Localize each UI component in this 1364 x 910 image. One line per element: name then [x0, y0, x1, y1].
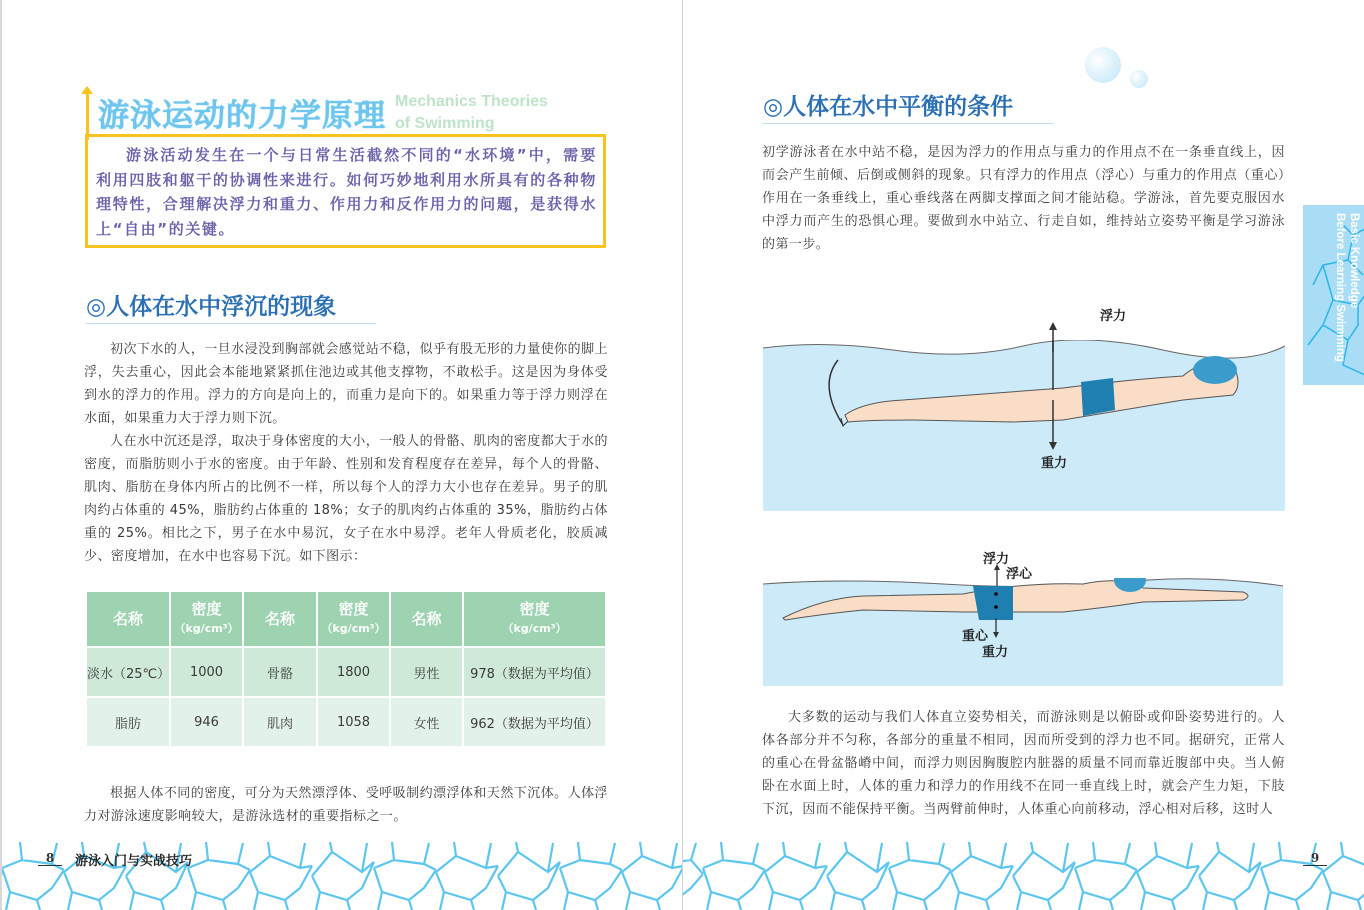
side-tab-line2: Before Learning Swimming [1334, 213, 1346, 362]
honeycomb-footer-decoration [683, 840, 1364, 910]
table-header: 密度 （kg/cm³） [317, 591, 390, 647]
table-cell: 脂肪 [86, 697, 170, 747]
table-cell: 骨骼 [243, 647, 317, 697]
buoyancy-arrow [992, 564, 1002, 586]
table-cell: 1800 [317, 647, 390, 697]
bubble-decoration [1130, 70, 1148, 88]
table-cell: 1000 [170, 647, 243, 697]
buoyancy-arrow [1043, 322, 1063, 352]
side-tab [1303, 205, 1364, 385]
paragraph: 初次下水的人，一旦水浸没到胸部就会感觉站不稳，似乎有股无形的力量使你的脚上浮，失去重心，因此会本能地紧紧抓住池边或其他支撑物，不敢松手。这是因为身体受到水的浮力的作用。浮力的方向是向上的，而重力是向下的。如果重力等于浮力则浮在水面，如果重力大于浮力则下沉。 [84, 342, 608, 426]
chapter-title-en-line1: Mechanics Theories [395, 93, 548, 110]
table-header: 密度 （kg/cm³） [463, 591, 606, 647]
swimmer-illustration [763, 340, 1285, 511]
label-buoyancy: 浮力 [1100, 309, 1127, 324]
intro-box [85, 134, 606, 248]
arrow-up-icon [81, 86, 93, 94]
table-row [86, 697, 606, 747]
paragraph: 初学游泳者在水中站不稳，是因为浮力的作用点与重力的作用点不在一条垂直线上，因而会产生前倾、后倒或侧斜的现象。只有浮力的作用点（浮心）与重力的作用点（重心）作用在一条垂线上，重心垂线落在两脚支撑面之间才能站稳。学游泳，首先要克服因水中浮力而产生的恐惧心理。要做到水中站立、行走自如，维持站立姿势平衡是学习游泳的第一步。 [762, 145, 1285, 252]
table-cell: 淡水（25℃） [86, 647, 170, 697]
label-center-of-buoyancy: 浮心 [1006, 567, 1033, 582]
closing-text [84, 782, 608, 828]
center-of-buoyancy-dot [994, 592, 998, 596]
figure-floating-swimmer [763, 340, 1285, 511]
table-row [86, 647, 606, 697]
label-buoyancy: 浮力 [983, 552, 1010, 567]
paragraph: 根据人体不同的密度，可分为天然漂浮体、受呼吸制约漂浮体和天然下沉体。人体浮力对游泳速度影响较大，是游泳选材的重要指标之一。 [84, 786, 608, 824]
table-cell: 946 [170, 697, 243, 747]
table-header-row [86, 591, 606, 647]
table-cell: 女性 [390, 697, 463, 747]
chapter-title-en-line2: of Swimming [395, 115, 495, 132]
side-tab-line1: Basic Knowledge [1348, 213, 1360, 309]
density-table [85, 590, 607, 748]
table-header: 名称 [86, 591, 170, 647]
table-cell: 男性 [390, 647, 463, 697]
body-text-floating [84, 338, 608, 568]
title-accent-bar [86, 88, 89, 140]
label-gravity: 重力 [1041, 456, 1068, 471]
intro-text: 游泳活动发生在一个与日常生活截然不同的“水环境”中，需要利用四肢和躯干的协调性来进行。如何巧妙地利用水所具有的各种物理特性，合理解决浮力和重力、作用力和反作用力的问题，是获得水上“自由”的关键。 [96, 146, 597, 238]
book-title: 游泳入门与实战技巧 [75, 854, 193, 869]
page-number: 9 [1303, 851, 1327, 866]
side-tab-text [1333, 213, 1361, 362]
chapter-title: 游泳运动的力学原理 [98, 98, 386, 134]
swimmer-illustration [763, 578, 1283, 686]
chapter-title-en [395, 91, 548, 135]
section-title-floating: ◎人体在水中浮沉的现象 [86, 288, 376, 324]
right-page [682, 0, 1364, 910]
label-gravity: 重力 [982, 645, 1009, 660]
table-header: 名称 [390, 591, 463, 647]
center-of-gravity-dot [994, 605, 998, 609]
bubble-decoration [1085, 47, 1121, 83]
table-cell: 978（数据为平均值） [463, 647, 606, 697]
rotation-arrow [829, 360, 843, 425]
table-header: 名称 [243, 591, 317, 647]
figure-balanced-swimmer [763, 578, 1283, 686]
label-center-of-gravity: 重心 [962, 629, 989, 644]
page-number: 8 [38, 851, 62, 866]
table-cell: 肌肉 [243, 697, 317, 747]
paragraph: 大多数的运动与我们人体直立姿势相关，而游泳则是以俯卧或仰卧姿势进行的。人体各部分并不匀称，各部分的重量不相同，因而所受到的浮力也不同。据研究，正常人的重心在骨盆骼嵴中间，而浮力则因胸腹腔内脏器的质量不同而靠近腹部中央。当人俯卧在水面上时，人体的重力和浮力的作用线不在同一垂直线上时，就会产生力矩，下肢下沉，因而不能保持平衡。当两臂前伸时，人体重心向前移动，浮心相对后移，这时人 [762, 710, 1285, 817]
section-title-balance: ◎人体在水中平衡的条件 [763, 88, 1053, 124]
table-cell: 962（数据为平均值） [463, 697, 606, 747]
honeycomb-lines [683, 842, 1364, 910]
table-header: 密度 （kg/cm³） [170, 591, 243, 647]
paragraph: 人在水中沉还是浮，取决于身体密度的大小，一般人的骨骼、肌肉的密度都大于水的密度，而脂肪则小于水的密度。由于年龄、性别和发育程度存在差异，每个人的骨骼、肌肉、脂肪在身体内所占的比例不一样，所以每个人的浮力大小也存在差异。男子的肌肉约占体重的 45%，脂肪约占体重的 18%；女子的肌肉约占体重的 35%，脂肪约占体重的 25%。相比之下，男子在水中易沉，女子在水中易浮。老年人骨质老化，胶质减少、密度增加，在水中也容易下沉。如下图示： [84, 434, 608, 564]
table-cell: 1058 [317, 697, 390, 747]
